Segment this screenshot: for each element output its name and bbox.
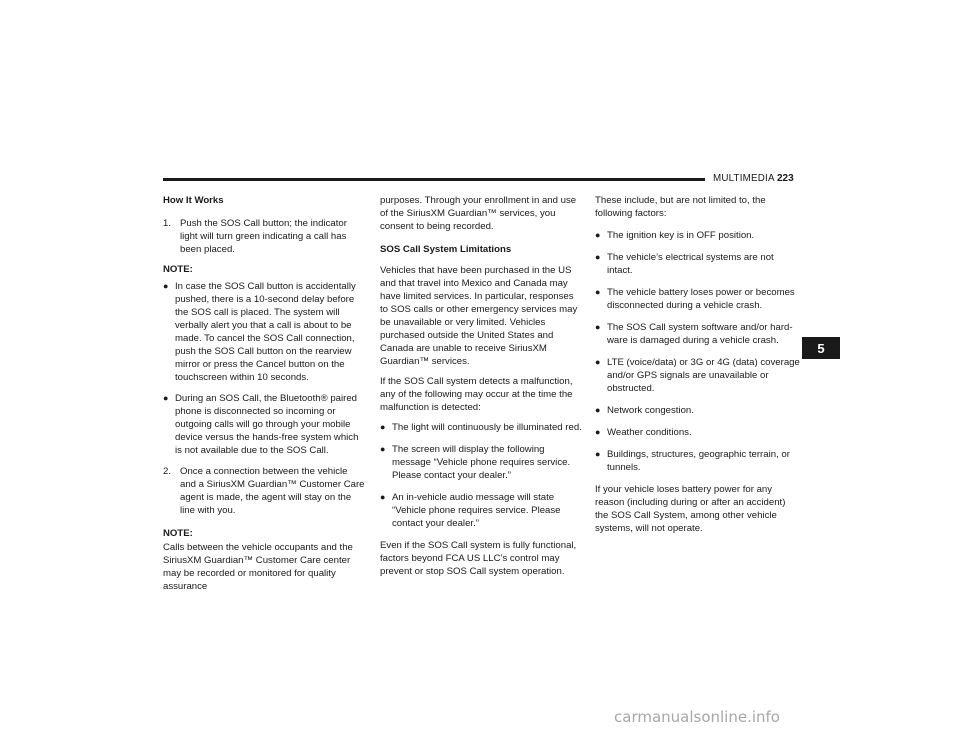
factor-bullet — [595, 448, 800, 474]
step-1 — [163, 217, 365, 256]
step-2 — [163, 465, 365, 517]
bullet-icon: ● — [595, 287, 601, 297]
bullet-icon: ● — [595, 252, 601, 262]
malfunction-bullet-text: The light will continuously be illuminated red. — [392, 422, 582, 433]
bullet-icon: ● — [595, 230, 601, 240]
step-1-number: 1. — [163, 218, 172, 229]
bullet-icon: ● — [595, 357, 601, 367]
header-rule — [163, 178, 705, 181]
note-1-bullet-text: In case the SOS Call button is accidentally pushed, there is a 10-second delay before the SOS call is placed. The system will verbally alert you that a call is about to be made. To cancel the SOS Call connection, push the SOS Call button on the rearview mirror or press the Cancel button on the touchscreen within 10 seconds. — [175, 281, 356, 383]
factor-bullet-text: The vehicle’s electrical systems are not intact. — [607, 252, 774, 276]
note-1-bullet — [163, 392, 365, 457]
how-it-works-heading: How It Works — [163, 195, 224, 206]
column-3 — [595, 194, 800, 542]
bullet-icon: ● — [380, 422, 386, 432]
note-1-bullet-text: During an SOS Call, the Bluetooth® paired phone is disconnected so incoming or outgoing calls will go through your mobile device versus the hands-free system which is not available due to the SOS Call. — [175, 393, 359, 456]
malfunction-bullet — [380, 443, 582, 482]
note-2-text: Calls between the vehicle occupants and the SiriusXM Guardian™ Customer Care center may be recorded or monitored for quality assurance — [163, 542, 353, 592]
malfunction-bullet-text: The screen will display the following message “Vehicle phone requires service. Please contact your dealer.” — [392, 444, 571, 481]
factor-bullet-text: Weather conditions. — [607, 427, 692, 438]
factor-bullet — [595, 404, 800, 417]
malfunction-bullet-text: An in-vehicle audio message will state “Vehicle phone requires service. Please contact your dealer.” — [392, 492, 561, 529]
malfunction-bullet — [380, 421, 582, 434]
bullet-icon: ● — [163, 281, 169, 291]
factor-bullet — [595, 251, 800, 277]
factor-bullet-text: The SOS Call system software and/or hard-ware is damaged during a vehicle crash. — [607, 322, 793, 346]
factor-bullet — [595, 356, 800, 395]
limitations-heading: SOS Call System Limitations — [380, 244, 512, 255]
factor-bullet-text: Buildings, structures, geographic terrain, or tunnels. — [607, 449, 790, 473]
factor-bullet-text: Network congestion. — [607, 405, 694, 416]
factor-bullet — [595, 426, 800, 439]
bullet-icon: ● — [595, 449, 601, 459]
note-2-label: NOTE: — [163, 528, 193, 539]
factors-closing: If your vehicle loses battery power for any reason (including during or after an accident) the SOS Call System, among other vehicle systems, will not operate. — [595, 484, 786, 534]
bullet-icon: ● — [595, 405, 601, 415]
watermark: carmanualsonline.info — [614, 708, 780, 726]
column-2 — [380, 194, 582, 585]
step-2-number: 2. — [163, 466, 172, 477]
step-2-text: Once a connection between the vehicle and a SiriusXM Guardian™ Customer Care agent is made, the agent will stay on the line with you. — [180, 466, 365, 516]
factor-bullet-text: The vehicle battery loses power or becomes disconnected during a vehicle crash. — [607, 287, 795, 311]
note-1-label: NOTE: — [163, 264, 193, 275]
bullet-icon: ● — [595, 322, 601, 332]
bullet-icon: ● — [380, 492, 386, 502]
continuation-text: purposes. Through your enrollment in and use of the SiriusXM Guardian™ services, you consent to being recorded. — [380, 195, 577, 232]
note-1-bullet — [163, 280, 365, 384]
step-1-text: Push the SOS Call button; the indicator light will turn green indicating a call has been placed. — [180, 218, 347, 255]
factors-intro: These include, but are not limited to, the following factors: — [595, 195, 766, 219]
bullet-icon: ● — [163, 393, 169, 403]
page-number: 223 — [777, 173, 794, 184]
factor-bullet-text: LTE (voice/data) or 3G or 4G (data) coverage and/or GPS signals are unavailable or obstructed. — [607, 357, 800, 394]
limitations-para-3: Even if the SOS Call system is fully functional, factors beyond FCA US LLC’s control may prevent or stop SOS Call system operation. — [380, 540, 577, 577]
section-title: MULTIMEDIA — [713, 173, 775, 184]
factor-bullet — [595, 229, 800, 242]
bullet-icon: ● — [380, 444, 386, 454]
limitations-para-2: If the SOS Call system detects a malfunction, any of the following may occur at the time the malfunction is detected: — [380, 376, 573, 413]
factor-bullet — [595, 321, 800, 347]
factor-bullet — [595, 286, 800, 312]
factor-bullet-text: The ignition key is in OFF position. — [607, 230, 755, 241]
bullet-icon: ● — [595, 427, 601, 437]
limitations-para-1: Vehicles that have been purchased in the US and that travel into Mexico and Canada may have limited services. In particular, responses to SOS calls or other emergency services may be unavailable or very limited. Vehicles purchased outside the United States and Canada are unable to receive SiriusXM Guardian™ services. — [380, 265, 578, 367]
malfunction-bullet — [380, 491, 582, 530]
column-1 — [163, 194, 365, 600]
chapter-tab: 5 — [802, 337, 840, 359]
